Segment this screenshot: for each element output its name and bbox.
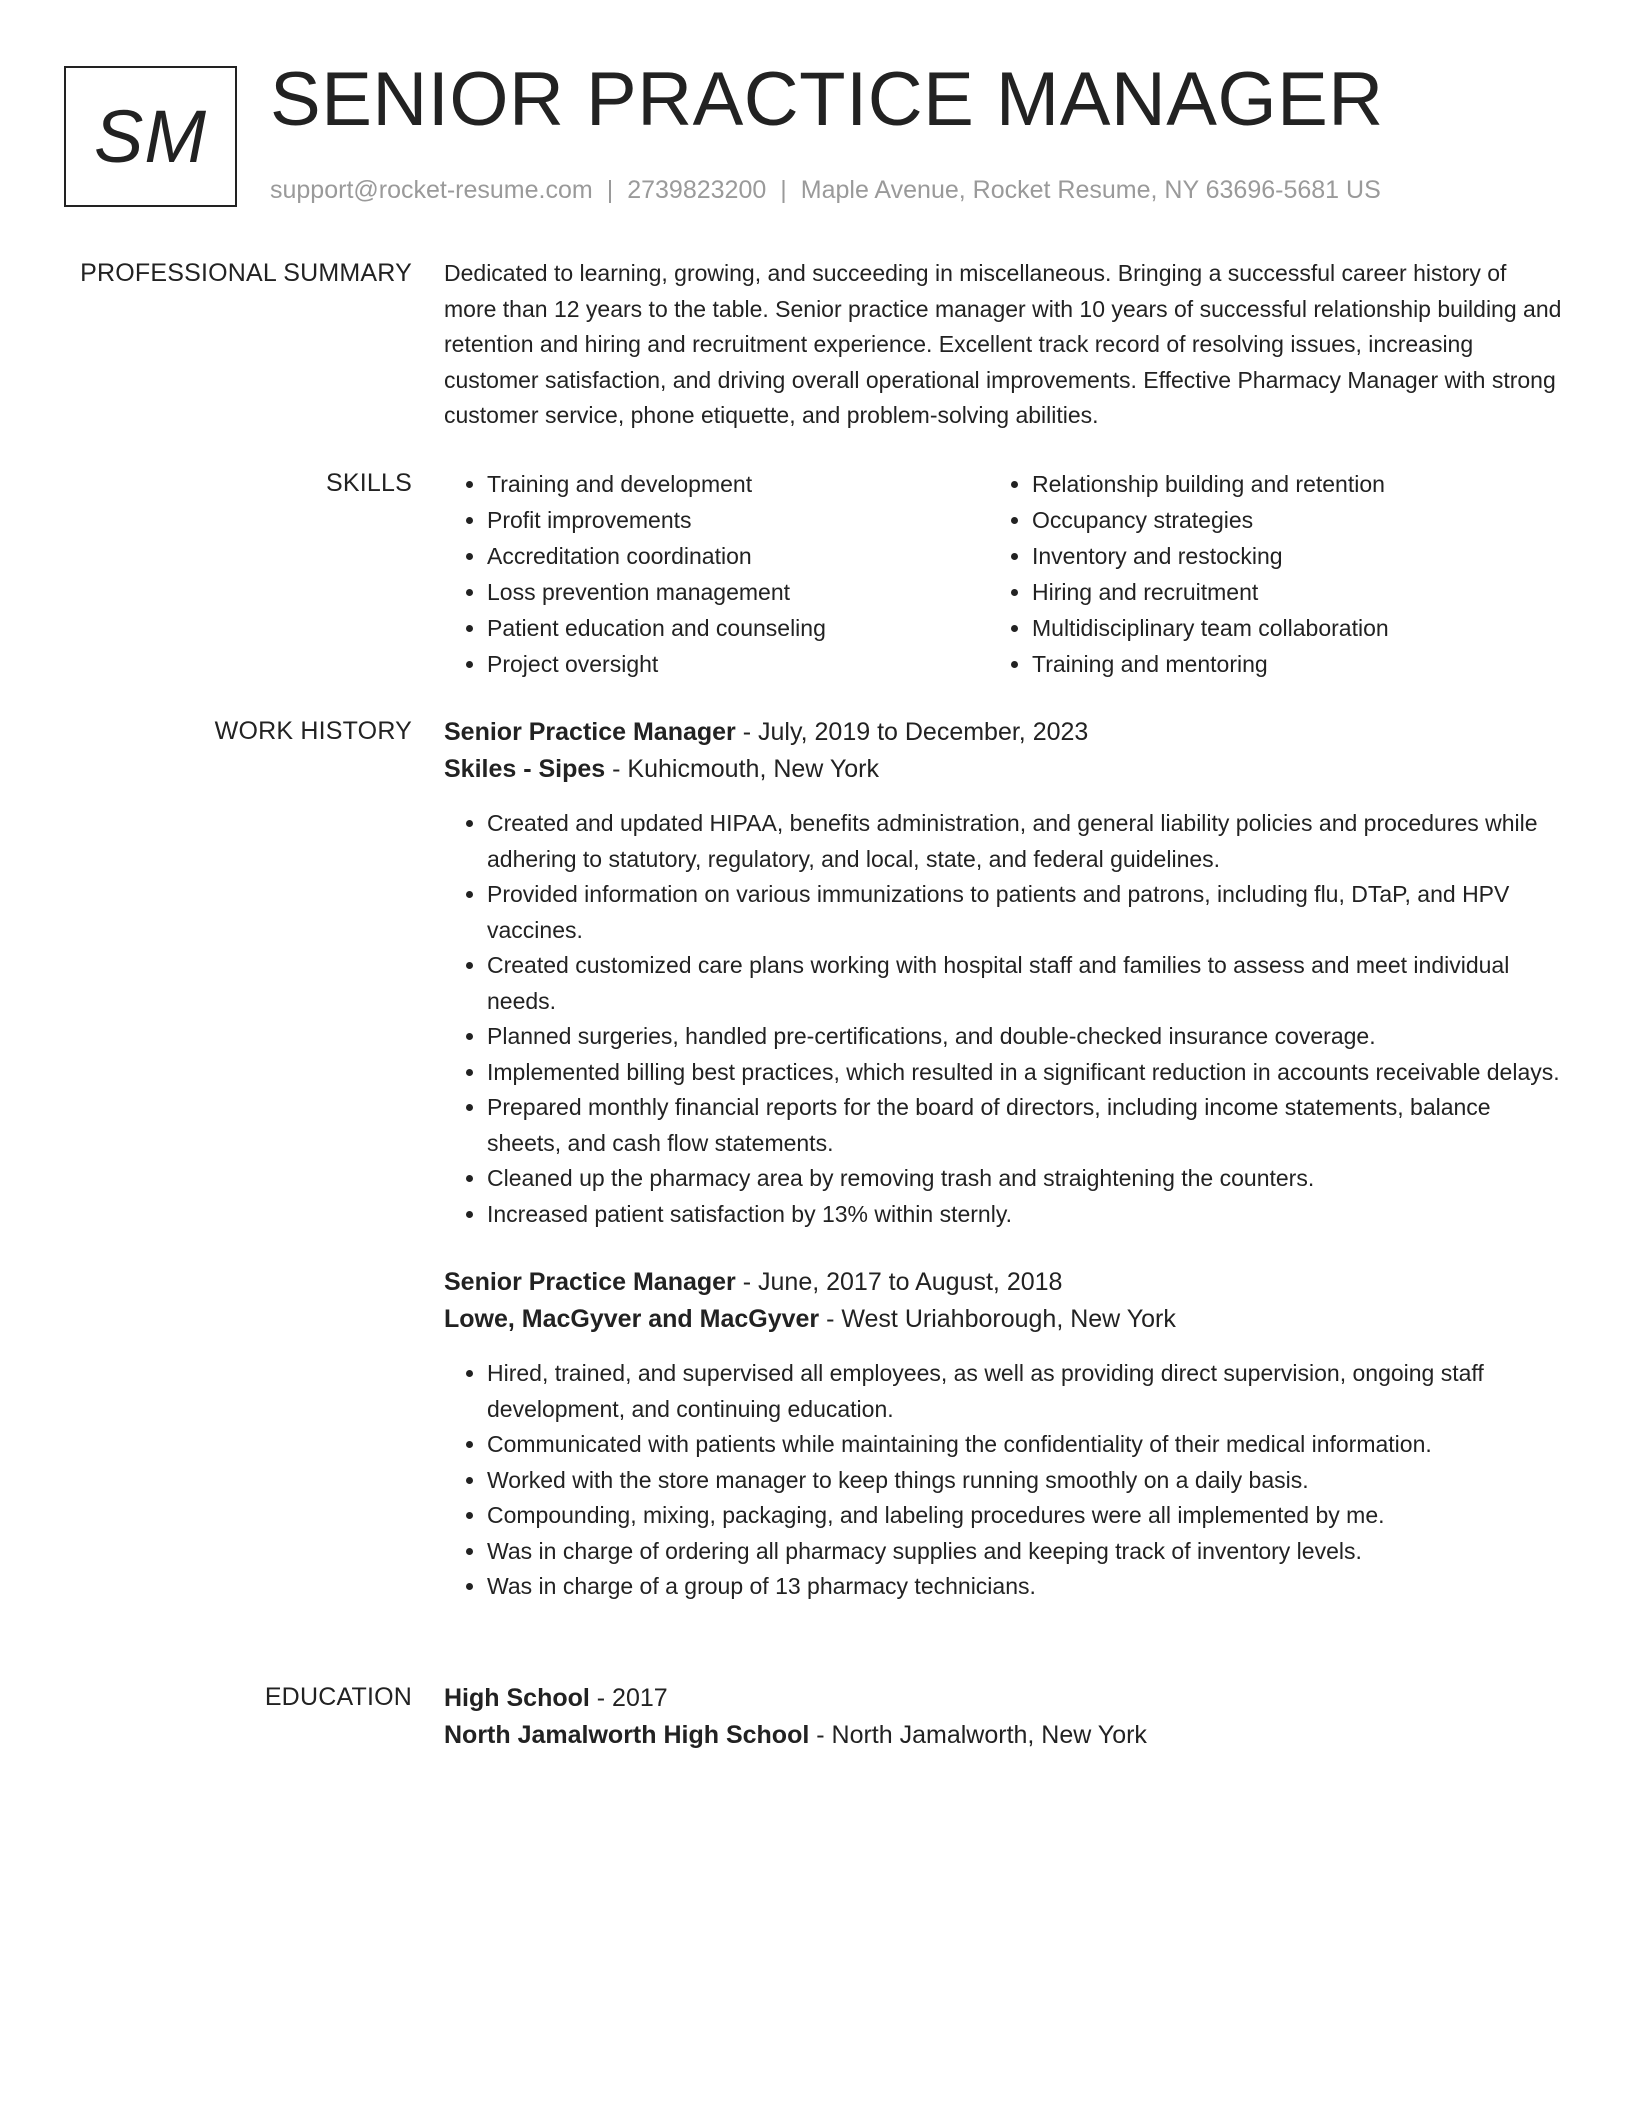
job-bullet: • Increased patient satisfaction by 13% within sternly.	[487, 1197, 1564, 1233]
skills-columns	[444, 466, 1564, 682]
job-bullet-list	[444, 1356, 1564, 1605]
job-dates: - July, 2019 to December, 2023	[735, 718, 1089, 746]
job-title-line	[444, 714, 1564, 751]
section-label-summary: PROFESSIONAL SUMMARY	[80, 259, 412, 287]
contact-phone: 2739823200	[627, 176, 767, 204]
contact-line	[270, 174, 1381, 207]
section-label-skills: SKILLS	[326, 469, 412, 497]
job-bullet: • Communicated with patients while maintaining the confidentiality of their medical information.	[487, 1427, 1564, 1463]
skill-item: • Patient education and counseling	[487, 610, 989, 646]
job-title-line	[444, 1264, 1564, 1301]
skill-item: • Project oversight	[487, 646, 989, 682]
skill-item: • Loss prevention management	[487, 574, 989, 610]
education-degree: High School	[444, 1684, 590, 1712]
work-body	[444, 714, 1564, 1605]
job-entry	[444, 1264, 1564, 1605]
section-label-work: WORK HISTORY	[214, 717, 412, 745]
education-school: North Jamalworth High School	[444, 1721, 810, 1749]
job-company-line	[444, 1301, 1564, 1338]
resume-title: SENIOR PRACTICE MANAGER	[270, 57, 1384, 142]
skill-item: • Training and mentoring	[1032, 646, 1534, 682]
job-title: Senior Practice Manager	[444, 718, 736, 746]
job-dates: - June, 2017 to August, 2018	[735, 1268, 1063, 1296]
job-bullet-list	[444, 806, 1564, 1232]
contact-separator: |	[606, 176, 614, 204]
job-company: Lowe, MacGyver and MacGyver	[444, 1305, 820, 1333]
job-bullet: • Prepared monthly financial reports for the board of directors, including income statements, balance sheets, and cash flow statements.	[487, 1090, 1564, 1161]
monogram-initials: SM	[94, 94, 207, 178]
contact-separator: |	[780, 176, 787, 204]
job-bullet: • Planned surgeries, handled pre-certifications, and double-checked insurance coverage.	[487, 1019, 1564, 1055]
skill-item: • Occupancy strategies	[1032, 502, 1534, 538]
job-location: - West Uriahborough, New York	[819, 1305, 1176, 1333]
skills-list-left	[444, 466, 989, 682]
job-title: Senior Practice Manager	[444, 1268, 736, 1296]
job-company: Skiles - Sipes	[444, 755, 606, 783]
job-bullet: • Worked with the store manager to keep things running smoothly on a daily basis.	[487, 1463, 1564, 1499]
section-label-education: EDUCATION	[264, 1683, 412, 1711]
job-bullet: • Cleaned up the pharmacy area by removing trash and straightening the counters.	[487, 1161, 1564, 1197]
job-location: - Kuhicmouth, New York	[605, 755, 879, 783]
job-bullet: • Was in charge of a group of 13 pharmacy technicians.	[487, 1569, 1564, 1605]
job-bullet: • Was in charge of ordering all pharmacy supplies and keeping track of inventory levels.	[487, 1534, 1564, 1570]
skill-item: • Profit improvements	[487, 502, 989, 538]
education-year: - 2017	[589, 1684, 668, 1712]
skill-item: • Training and development	[487, 466, 989, 502]
skill-item: • Accreditation coordination	[487, 538, 989, 574]
monogram-box	[64, 66, 237, 207]
skills-body	[444, 466, 1564, 682]
skill-item: • Multidisciplinary team collaboration	[1032, 610, 1534, 646]
skill-item: • Relationship building and retention	[1032, 466, 1534, 502]
summary-body	[444, 256, 1564, 434]
summary-text: Dedicated to learning, growing, and succeeding in miscellaneous. Bringing a successful career history of more than 12 years to the table. Senior practice manager with 10 years of successful relationship building and retention and hiring and recruitment experience. Excellent track record of resolving issues, increasing customer satisfaction, and driving overall operational improvements. Effective Pharmacy Manager with strong customer service, phone etiquette, and problem-solving abilities.	[444, 260, 1562, 428]
education-body	[444, 1680, 1564, 1754]
contact-address: Maple Avenue, Rocket Resume, NY 63696-5681 US	[800, 176, 1381, 204]
skill-item: • Hiring and recruitment	[1032, 574, 1534, 610]
job-bullet: • Created and updated HIPAA, benefits administration, and general liability policies and procedures while adhering to statutory, regulatory, and local, state, and federal guidelines.	[487, 806, 1564, 877]
job-bullet: • Created customized care plans working with hospital staff and families to assess and meet individual needs.	[487, 948, 1564, 1019]
contact-email: support@rocket-resume.com	[270, 176, 593, 204]
job-entry	[444, 714, 1564, 1232]
job-bullet: • Compounding, mixing, packaging, and labeling procedures were all implemented by me.	[487, 1498, 1564, 1534]
skill-item: • Inventory and restocking	[1032, 538, 1534, 574]
job-bullet: • Implemented billing best practices, which resulted in a significant reduction in accounts receivable delays.	[487, 1055, 1564, 1091]
job-bullet: • Provided information on various immunizations to patients and patrons, including flu, DTaP, and HPV vaccines.	[487, 877, 1564, 948]
skills-list-right	[989, 466, 1534, 682]
education-degree-line	[444, 1680, 1564, 1717]
job-bullet: • Hired, trained, and supervised all employees, as well as providing direct supervision, ongoing staff development, and continuing education.	[487, 1356, 1564, 1427]
education-school-line	[444, 1717, 1564, 1754]
job-company-line	[444, 751, 1564, 788]
education-location: - North Jamalworth, New York	[809, 1721, 1147, 1749]
